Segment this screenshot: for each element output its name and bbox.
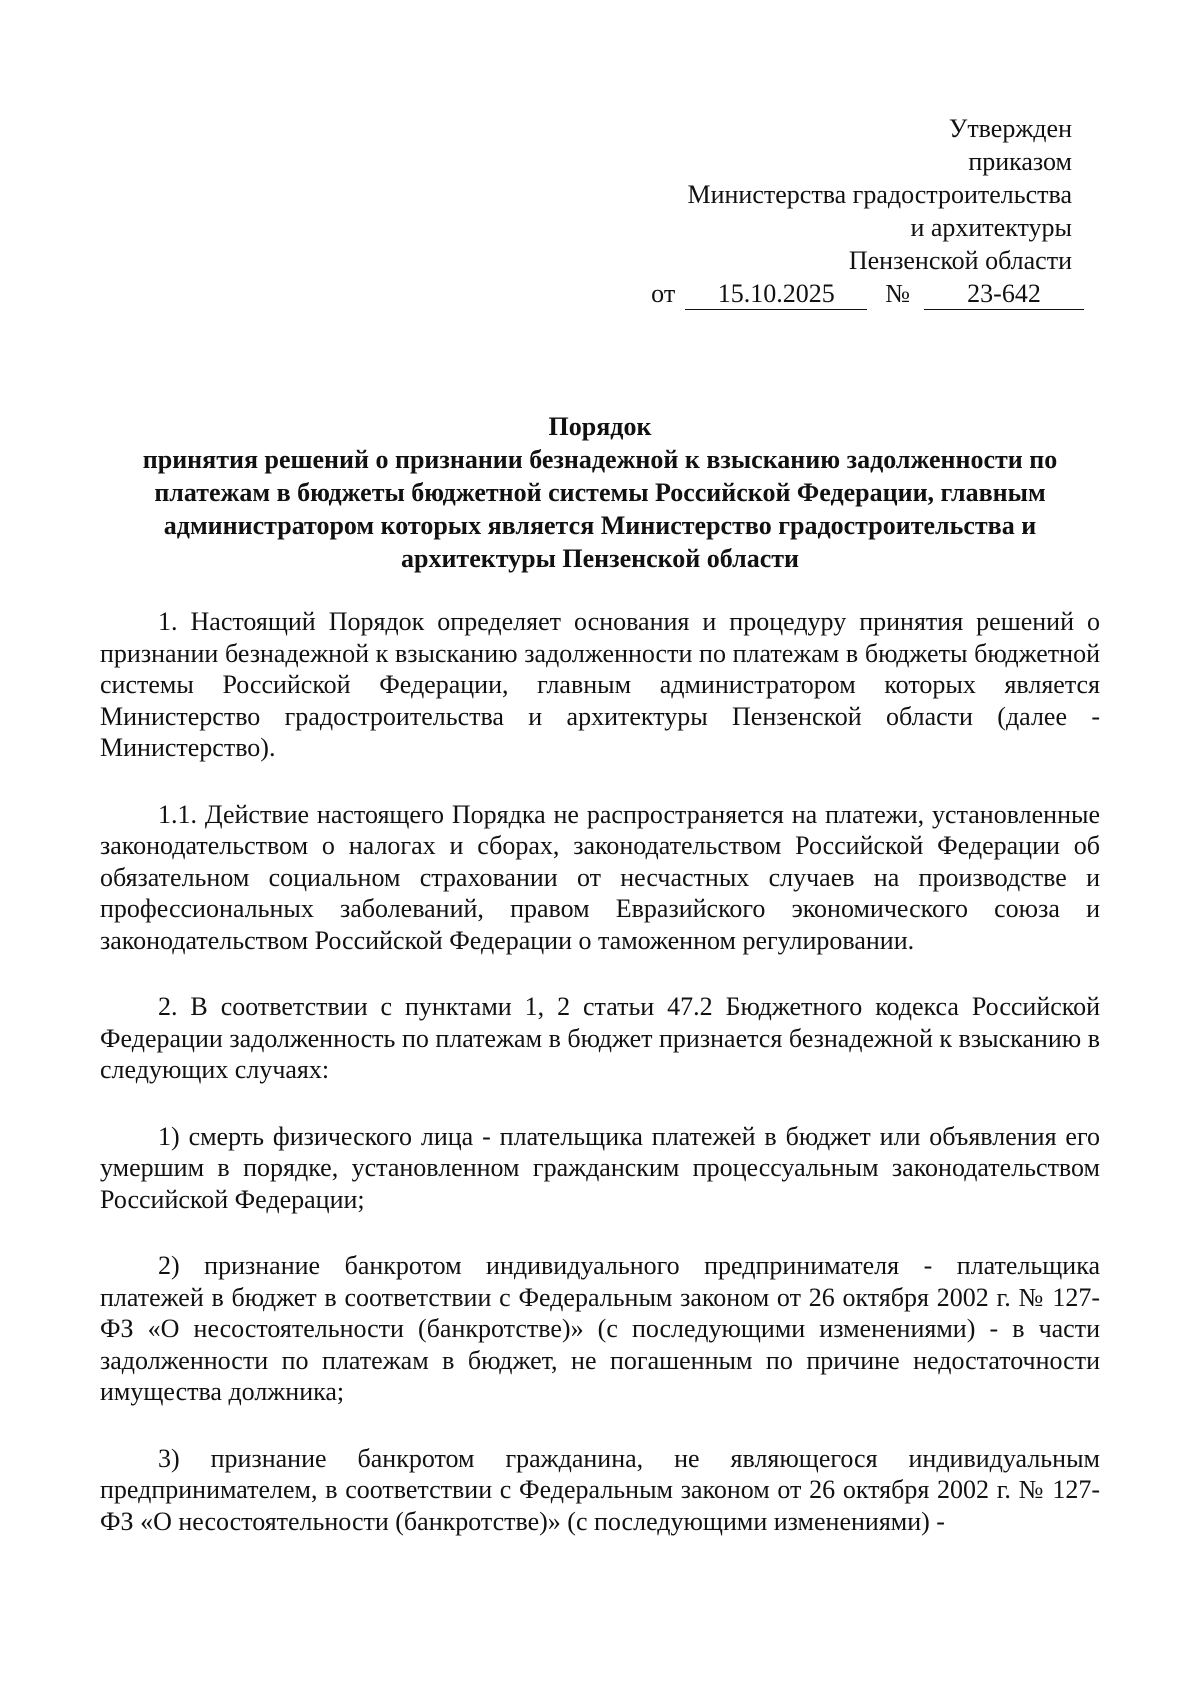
- approval-line-architecture: и архитектуры: [910, 213, 1072, 242]
- order-number: 23-642: [924, 279, 1084, 310]
- approval-line-approved: Утвержден: [948, 114, 1072, 143]
- paragraph-2: 2. В соответствии с пунктами 1, 2 статьи 47.2 Бюджетного кодекса Российской Федерации задолженность по платежам в бюджет признается безнадежной к взысканию в следующих случаях:: [100, 992, 1100, 1084]
- approval-date-row: [512, 277, 1084, 310]
- approval-line-ministry: Министерства градостроительства: [687, 180, 1072, 209]
- document-title: [100, 410, 1100, 575]
- paragraph-1-1: 1.1. Действие настоящего Порядка не распространяется на платежи, установленные законодательством о налогах и сборах, законодательством Российской Федерации об обязательном социальном страховании от несчастных случаев на производстве и профессиональных заболеваний, правом Евразийского экономического союза и законодательством Российской Федерации о таможенном регулировании.: [100, 799, 1100, 955]
- approval-block: [512, 112, 1072, 310]
- title-line: платежам в бюджеты бюджетной системы Российской Федерации, главным: [154, 478, 1046, 507]
- order-date: 15.10.2025: [685, 279, 867, 310]
- title-line: администратором которых является Министерство градостроительства и: [163, 511, 1037, 540]
- number-sign-label: №: [885, 279, 910, 308]
- date-from-label: от: [651, 279, 676, 308]
- paragraph-1: 1. Настоящий Порядок определяет основания и процедуру принятия решений о признании безнадежной к взысканию задолженности по платежам в бюджеты бюджетной системы Российской Федерации, главным администратором которых является Министерство градостроительства и архитектуры Пензенской области (далее - Министерство).: [100, 607, 1100, 762]
- title-line: принятия решений о признании безнадежной к взысканию задолженности по: [142, 445, 1058, 474]
- paragraph-2-item-2: 2) признание банкротом индивидуального предпринимателя - плательщика платежей в бюджет в соответствии с Федеральным законом от 26 октября 2002 г. № 127-ФЗ «О несостоятельности (банкротстве)» (с последующими изменениями) - в части задолженности по платежам в бюджет, не погашенным по причине недостаточности имущества должника;: [100, 1251, 1100, 1406]
- title-heading: Порядок: [548, 412, 652, 441]
- title-line: архитектуры Пензенской области: [400, 544, 800, 573]
- paragraph-2-item-3: 3) признание банкротом гражданина, не являющегося индивидуальным предпринимателем, в соответствии с Федеральным законом от 26 октября 2002 г. № 127-ФЗ «О несостоятельности (банкротстве)» (с последующими изменениями) -: [100, 1443, 1100, 1536]
- approval-line-region: Пензенской области: [848, 246, 1072, 275]
- paragraph-2-item-1: 1) смерть физического лица - плательщика платежей в бюджет или объявления его умершим в порядке, установленном гражданским процессуальным законодательством Российской Федерации;: [100, 1121, 1100, 1214]
- approval-line-order: приказом: [968, 147, 1072, 176]
- document-body: [100, 606, 1100, 1572]
